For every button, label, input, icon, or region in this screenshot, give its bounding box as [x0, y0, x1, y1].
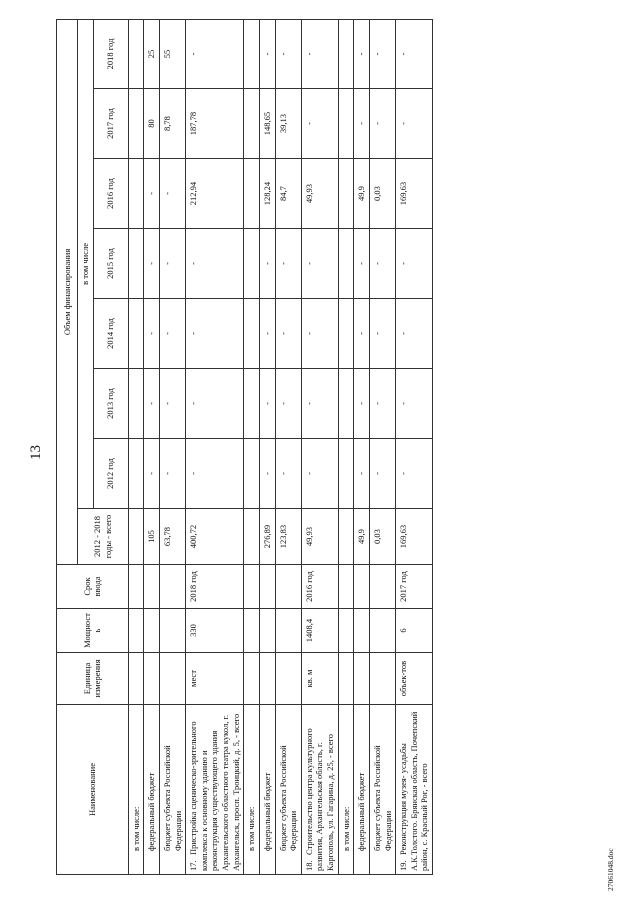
total-cell: 123,83: [275, 509, 301, 565]
item-name: в том числе:: [246, 806, 257, 851]
year-value-cell: [244, 19, 260, 88]
page-number: 13: [28, 445, 44, 460]
year-value-cell: -: [275, 439, 301, 509]
item-name-cell: [259, 705, 275, 875]
year-value-cell: [128, 89, 144, 159]
year-value-cell: [244, 439, 260, 509]
row-number: 18.: [303, 860, 314, 871]
table-row: [369, 19, 395, 874]
year-value-cell: [244, 159, 260, 229]
unit-cell: кв. м: [301, 653, 338, 705]
capacity-cell: 1408,4: [301, 609, 338, 653]
total-cell: 49,93: [301, 509, 338, 565]
unit-cell: мест: [186, 653, 244, 705]
year-value-cell: 25: [144, 19, 160, 88]
year-value-cell: 8,78: [159, 89, 185, 159]
item-name-cell: [186, 705, 244, 875]
item-name: бюджет субъекта Российской Федерации: [277, 745, 299, 851]
deadline-cell: [128, 565, 144, 609]
deadline-cell: 2016 год: [301, 565, 338, 609]
year-value-cell: -: [159, 159, 185, 229]
row-number: 19.: [398, 860, 409, 871]
total-cell: 0,03: [369, 509, 395, 565]
total-cell: 49,9: [354, 509, 370, 565]
year-value-cell: -: [396, 299, 433, 369]
year-value-cell: [338, 229, 354, 299]
year-value-cell: -: [396, 229, 433, 299]
table-row: [275, 19, 301, 874]
year-value-cell: [244, 89, 260, 159]
year-value-cell: -: [301, 19, 338, 88]
year-value-cell: 39,13: [275, 89, 301, 159]
total-cell: 105: [144, 509, 160, 565]
item-name-cell: [396, 705, 433, 875]
unit-cell: [275, 653, 301, 705]
table-row: [244, 19, 260, 874]
unit-cell: [259, 653, 275, 705]
year-value-cell: -: [396, 369, 433, 439]
unit-cell: [159, 653, 185, 705]
year-value-cell: [338, 89, 354, 159]
year-value-cell: [128, 299, 144, 369]
item-name: Пристройка сценическо-зрительного комплекса к основному зданию и реконструкция существующего здания Архангельского областного театра кукол, г. Архангельск, просп. Троицкий, д. 5, - всего: [188, 713, 241, 871]
capacity-cell: [159, 609, 185, 653]
year-value-cell: -: [369, 299, 395, 369]
header-year: 2015 год: [93, 229, 128, 299]
item-name-cell: [159, 705, 185, 875]
item-name-cell: [144, 705, 160, 875]
unit-cell: [338, 653, 354, 705]
header-year: 2016 год: [93, 159, 128, 229]
year-value-cell: [244, 299, 260, 369]
year-value-cell: -: [159, 229, 185, 299]
capacity-cell: [354, 609, 370, 653]
year-value-cell: -: [259, 229, 275, 299]
year-value-cell: [244, 369, 260, 439]
year-value-cell: -: [159, 369, 185, 439]
year-value-cell: -: [159, 439, 185, 509]
year-value-cell: 80: [144, 89, 160, 159]
item-name: федеральный бюджет: [261, 772, 272, 851]
year-value-cell: -: [354, 19, 370, 88]
year-value-cell: -: [354, 89, 370, 159]
year-value-cell: 128,24: [259, 159, 275, 229]
item-name: бюджет субъекта Российской Федерации: [161, 745, 183, 851]
total-cell: 169,63: [396, 509, 433, 565]
year-value-cell: -: [301, 299, 338, 369]
year-value-cell: -: [144, 439, 160, 509]
table-body: [128, 19, 432, 874]
year-value-cell: -: [354, 369, 370, 439]
item-name-cell: [275, 705, 301, 875]
year-value-cell: -: [259, 369, 275, 439]
header-year: 2018 год: [93, 19, 128, 88]
year-value-cell: -: [396, 89, 433, 159]
item-name: федеральный бюджет: [356, 772, 367, 851]
capacity-cell: [144, 609, 160, 653]
year-value-cell: -: [144, 159, 160, 229]
deadline-cell: [144, 565, 160, 609]
item-name-cell: [301, 705, 338, 875]
year-value-cell: -: [275, 299, 301, 369]
year-value-cell: -: [301, 89, 338, 159]
year-value-cell: [128, 19, 144, 88]
capacity-cell: [259, 609, 275, 653]
capacity-cell: 6: [396, 609, 433, 653]
item-name: в том числе:: [130, 806, 141, 851]
year-value-cell: 49,93: [301, 159, 338, 229]
year-value-cell: -: [369, 439, 395, 509]
unit-cell: [128, 653, 144, 705]
deadline-cell: [275, 565, 301, 609]
year-value-cell: [338, 369, 354, 439]
header-year: 2012 год: [93, 439, 128, 509]
year-value-cell: 169,63: [396, 159, 433, 229]
year-value-cell: -: [396, 19, 433, 88]
capacity-cell: [275, 609, 301, 653]
year-value-cell: -: [259, 19, 275, 88]
header-funding: Объем финансирования: [57, 19, 78, 564]
deadline-cell: [369, 565, 395, 609]
year-value-cell: [128, 369, 144, 439]
year-value-cell: 187,78: [186, 89, 244, 159]
year-value-cell: 49,9: [354, 159, 370, 229]
table-row: [354, 19, 370, 874]
header-year: 2017 год: [93, 89, 128, 159]
year-value-cell: -: [159, 299, 185, 369]
unit-cell: объек-тов: [396, 653, 433, 705]
deadline-cell: [244, 565, 260, 609]
footer-filename: 27061048.doc: [606, 848, 615, 891]
table-row: [259, 19, 275, 874]
table-row: [128, 19, 144, 874]
deadline-cell: [159, 565, 185, 609]
item-name: федеральный бюджет: [146, 772, 157, 851]
unit-cell: [354, 653, 370, 705]
year-value-cell: -: [354, 439, 370, 509]
year-value-cell: -: [186, 439, 244, 509]
year-value-cell: -: [144, 369, 160, 439]
header-deadline: Срок ввода: [57, 565, 129, 609]
table-row: [301, 19, 338, 874]
table-row: [186, 19, 244, 874]
year-value-cell: -: [301, 369, 338, 439]
header-capacity: Мощность: [57, 609, 129, 653]
header-including: в том числе: [78, 19, 94, 508]
total-cell: [338, 509, 354, 565]
year-value-cell: 0,03: [369, 159, 395, 229]
year-value-cell: 84,7: [275, 159, 301, 229]
row-number: 17.: [188, 860, 199, 871]
year-value-cell: -: [369, 89, 395, 159]
year-value-cell: -: [301, 439, 338, 509]
header-unit: Единица измерения: [57, 653, 129, 705]
year-value-cell: -: [275, 369, 301, 439]
year-value-cell: -: [259, 439, 275, 509]
year-value-cell: -: [186, 369, 244, 439]
item-name-cell: [128, 705, 144, 875]
total-cell: 63,78: [159, 509, 185, 565]
item-name: бюджет субъекта Российской Федерации: [371, 745, 393, 851]
deadline-cell: [354, 565, 370, 609]
item-name: Строительство центра культурного развития, Архангельская область, г. Каргополь, ул. Гагарина, д. 25, - всего: [303, 728, 335, 871]
item-name-cell: [369, 705, 395, 875]
unit-cell: [369, 653, 395, 705]
year-value-cell: [128, 159, 144, 229]
year-value-cell: -: [369, 19, 395, 88]
year-value-cell: -: [301, 229, 338, 299]
deadline-cell: [259, 565, 275, 609]
year-value-cell: -: [354, 229, 370, 299]
item-name: в том числе:: [340, 806, 351, 851]
funding-table: [56, 19, 433, 875]
table-row: [396, 19, 433, 874]
year-value-cell: -: [186, 19, 244, 88]
year-value-cell: [338, 299, 354, 369]
item-name-cell: [244, 705, 260, 875]
table-row: [159, 19, 185, 874]
year-value-cell: -: [396, 439, 433, 509]
total-cell: 400,72: [186, 509, 244, 565]
year-value-cell: 148,65: [259, 89, 275, 159]
year-value-cell: [128, 229, 144, 299]
item-name: Реконструкция музея- усадьбы А.К.Толстого. Брянская область, Почепский район, с. Красный Рог, - всего: [398, 711, 430, 871]
year-value-cell: -: [259, 299, 275, 369]
unit-cell: [244, 653, 260, 705]
capacity-cell: [128, 609, 144, 653]
total-cell: [244, 509, 260, 565]
year-value-cell: -: [275, 19, 301, 88]
year-value-cell: -: [369, 369, 395, 439]
item-name-cell: [354, 705, 370, 875]
header-total: 2012 - 2018 годы - всего: [78, 509, 129, 565]
deadline-cell: 2018 год: [186, 565, 244, 609]
year-value-cell: -: [186, 229, 244, 299]
year-value-cell: [128, 439, 144, 509]
capacity-cell: [244, 609, 260, 653]
item-name-cell: [338, 705, 354, 875]
capacity-cell: [369, 609, 395, 653]
year-value-cell: -: [354, 299, 370, 369]
year-value-cell: -: [275, 229, 301, 299]
deadline-cell: 2017 год: [396, 565, 433, 609]
year-value-cell: 212,94: [186, 159, 244, 229]
year-value-cell: -: [144, 299, 160, 369]
table-row: [144, 19, 160, 874]
year-value-cell: [338, 439, 354, 509]
total-cell: [128, 509, 144, 565]
table-row: [338, 19, 354, 874]
header-year: 2014 год: [93, 299, 128, 369]
header-name: Наименование: [57, 705, 129, 875]
year-value-cell: [338, 159, 354, 229]
capacity-cell: [338, 609, 354, 653]
year-value-cell: -: [369, 229, 395, 299]
year-value-cell: -: [186, 299, 244, 369]
year-value-cell: [338, 19, 354, 88]
year-value-cell: 55: [159, 19, 185, 88]
year-value-cell: [244, 229, 260, 299]
total-cell: 276,89: [259, 509, 275, 565]
unit-cell: [144, 653, 160, 705]
year-value-cell: -: [144, 229, 160, 299]
deadline-cell: [338, 565, 354, 609]
header-year: 2013 год: [93, 369, 128, 439]
capacity-cell: 330: [186, 609, 244, 653]
